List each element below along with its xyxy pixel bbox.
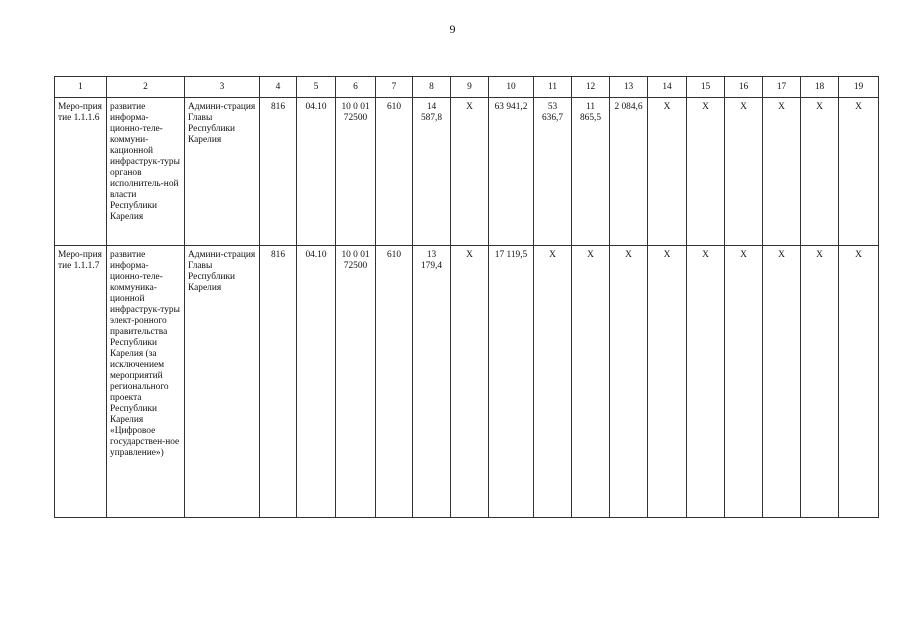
expense-type-code: 610: [376, 98, 413, 246]
value-col-15: Х: [687, 98, 725, 246]
budget-table: [54, 76, 879, 518]
ministry-code: 816: [260, 98, 297, 246]
column-header-15: 15: [687, 77, 725, 98]
responsible-executor: Админи-страция Главы Республики Карелия: [185, 98, 260, 246]
column-header-8: 8: [413, 77, 451, 98]
value-col-12: Х: [572, 246, 610, 518]
ministry-code: 816: [260, 246, 297, 518]
expense-type-code: 610: [376, 246, 413, 518]
value-col-15: Х: [687, 246, 725, 518]
value-col-11: 53 636,7: [534, 98, 572, 246]
value-col-8: 13 179,4: [413, 246, 451, 518]
value-col-19: Х: [839, 246, 879, 518]
column-header-1: 1: [55, 77, 107, 98]
value-col-9: Х: [451, 98, 489, 246]
event-description: развитие информа-ционно-теле-коммуника-ционной инфраструк-туры элект-ронного правительства Республики Карелия (за исключением мероприятий регионального проекта Республики Карелия «Цифровое государствен-ное управление»): [107, 246, 185, 518]
column-header-13: 13: [610, 77, 648, 98]
responsible-executor: Админи-страция Главы Республики Карелия: [185, 246, 260, 518]
column-header-14: 14: [648, 77, 687, 98]
event-description: развитие информа-ционно-теле-коммуни-кационной инфраструк-туры органов исполнитель-ной власти Республики Карелия: [107, 98, 185, 246]
column-header-6: 6: [336, 77, 376, 98]
value-col-18: Х: [801, 246, 839, 518]
value-col-14: Х: [648, 98, 687, 246]
value-col-13: 2 084,6: [610, 98, 648, 246]
value-col-8: 14 587,8: [413, 98, 451, 246]
column-header-16: 16: [725, 77, 763, 98]
value-col-11: Х: [534, 246, 572, 518]
table-row: [55, 246, 879, 518]
column-header-19: 19: [839, 77, 879, 98]
value-col-17: Х: [763, 246, 801, 518]
value-col-17: Х: [763, 98, 801, 246]
value-col-16: Х: [725, 246, 763, 518]
column-header-12: 12: [572, 77, 610, 98]
section-code: 04.10: [297, 98, 336, 246]
value-col-14: Х: [648, 246, 687, 518]
value-col-13: Х: [610, 246, 648, 518]
target-article-code: 10 0 01 72500: [336, 246, 376, 518]
column-header-7: 7: [376, 77, 413, 98]
value-col-10: 63 941,2: [489, 98, 534, 246]
page-number: 9: [449, 22, 456, 36]
event-id: Меро-приятие 1.1.1.6: [55, 98, 107, 246]
value-col-19: Х: [839, 98, 879, 246]
column-header-2: 2: [107, 77, 185, 98]
column-header-10: 10: [489, 77, 534, 98]
column-header-5: 5: [297, 77, 336, 98]
column-header-18: 18: [801, 77, 839, 98]
column-header-4: 4: [260, 77, 297, 98]
column-header-17: 17: [763, 77, 801, 98]
value-col-10: 17 119,5: [489, 246, 534, 518]
target-article-code: 10 0 01 72500: [336, 98, 376, 246]
column-header-9: 9: [451, 77, 489, 98]
column-header-3: 3: [185, 77, 260, 98]
section-code: 04.10: [297, 246, 336, 518]
column-header-11: 11: [534, 77, 572, 98]
event-id: Меро-приятие 1.1.1.7: [55, 246, 107, 518]
value-col-9: Х: [451, 246, 489, 518]
header-row: [55, 77, 879, 98]
value-col-16: Х: [725, 98, 763, 246]
value-col-18: Х: [801, 98, 839, 246]
table-row: [55, 98, 879, 246]
value-col-12: 11 865,5: [572, 98, 610, 246]
